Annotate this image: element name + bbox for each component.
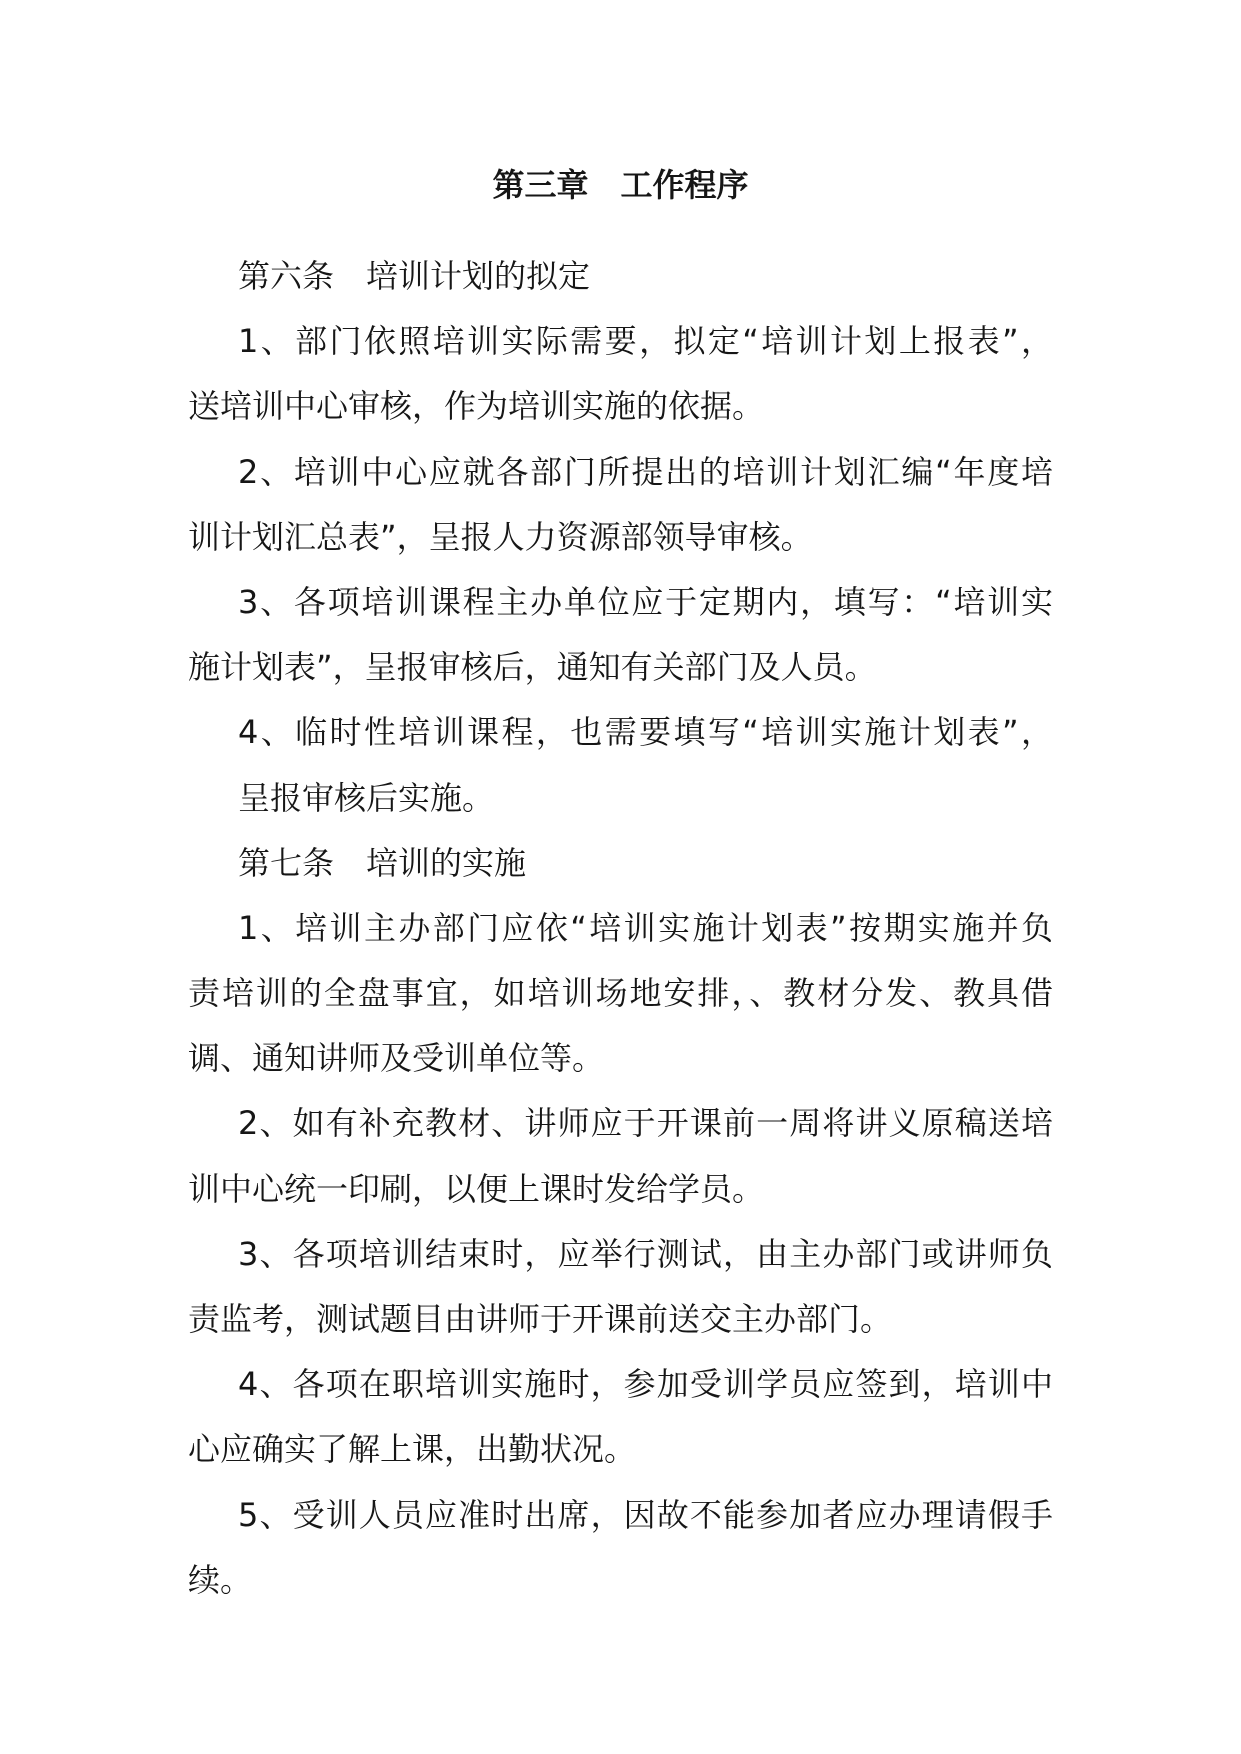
clause bbox=[188, 896, 1053, 1092]
clause bbox=[188, 1091, 1053, 1221]
clause bbox=[188, 1352, 1053, 1482]
paragraph-line: 心应确实了解上课，出勤状况。 bbox=[188, 1430, 637, 1469]
paragraph-line: 1、培训主办部门应依“培训实施计划表”按期实施并负 bbox=[238, 908, 1053, 947]
paragraph-line: 施计划表”，呈报审核后，通知有关部门及人员。 bbox=[188, 648, 877, 687]
paragraph-line: 1、部门依照培训实际需要，拟定“培训计划上报表”， bbox=[238, 322, 1053, 361]
article-six bbox=[188, 244, 1053, 831]
paragraph-line: 训中心统一印刷，以便上课时发给学员。 bbox=[188, 1169, 765, 1208]
paragraph-line: 责培训的全盘事宜，如培训场地安排，、教材分发、教具借 bbox=[188, 974, 1053, 1013]
document-body bbox=[188, 244, 1053, 1613]
paragraph-line: 送培训中心审核，作为培训实施的依据。 bbox=[188, 387, 765, 426]
paragraph-line: 训计划汇总表”，呈报人力资源部领导审核。 bbox=[188, 517, 813, 556]
clause bbox=[188, 440, 1053, 570]
article-heading: 第七条 培训的实施 bbox=[238, 843, 527, 882]
article-seven bbox=[188, 831, 1053, 1613]
clause bbox=[188, 309, 1053, 439]
paragraph-line: 5、受训人员应准时出席，因故不能参加者应办理请假手 bbox=[238, 1495, 1053, 1534]
paragraph-line: 调、通知讲师及受训单位等。 bbox=[188, 1039, 605, 1078]
paragraph-line: 续。 bbox=[188, 1560, 253, 1599]
chapter-title: 第三章 工作程序 bbox=[492, 166, 749, 204]
clause bbox=[188, 570, 1053, 700]
paragraph-line: 责监考，测试题目由讲师于开课前送交主办部门。 bbox=[188, 1300, 893, 1338]
paragraph-line: 呈报审核后实施。 bbox=[238, 778, 495, 817]
paragraph-line: 2、培训中心应就各部门所提出的培训计划汇编“年度培 bbox=[238, 452, 1053, 491]
paragraph-line: 2、如有补充教材、讲师应于开课前一周将讲义原稿送培 bbox=[238, 1104, 1053, 1143]
article-heading: 第六条 培训计划的拟定 bbox=[238, 257, 591, 295]
paragraph-line: 4、各项在职培训实施时，参加受训学员应签到，培训中 bbox=[238, 1365, 1053, 1404]
paragraph-line: 3、各项培训课程主办单位应于定期内，填写：“培训实 bbox=[238, 582, 1053, 621]
paragraph-line: 3、各项培训结束时，应举行测试，由主办部门或讲师负 bbox=[238, 1234, 1053, 1273]
clause bbox=[188, 1222, 1053, 1352]
paragraph-line: 4、临时性培训课程，也需要填写“培训实施计划表”， bbox=[238, 713, 1053, 752]
clause bbox=[188, 1483, 1053, 1613]
clause bbox=[188, 700, 1053, 830]
